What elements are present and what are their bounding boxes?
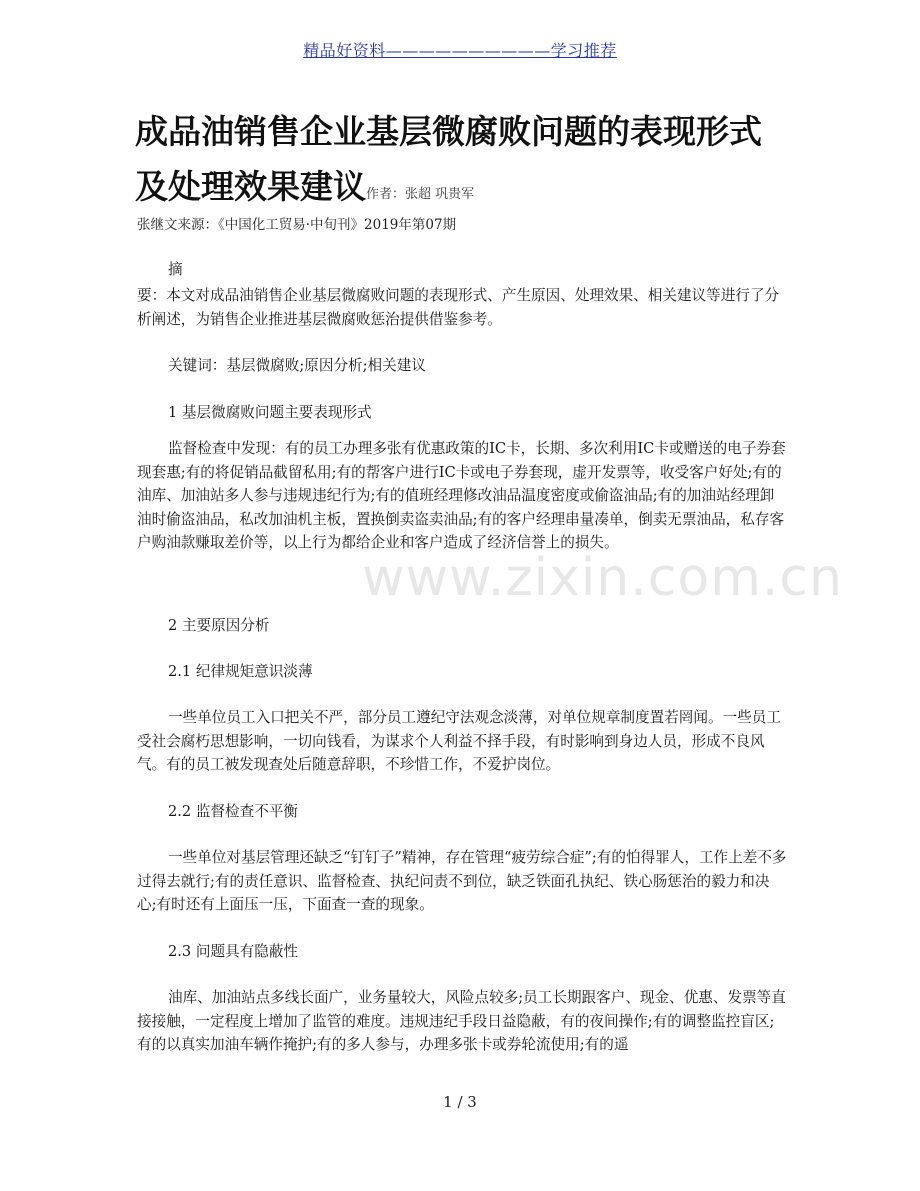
- section-2-3-text: 油库、加油站点多线长面广，业务量较大，风险点较多;员工长期跟客户、现金、优惠、发票等直接接触，一定程度上增加了监管的难度。违规违纪手段日益隐蔽，有的夜间操作;有的调整监控盲区;有的以真实加油车辆作掩护;有的多人参与，办理多张卡或券轮流使用;有的遥: [137, 989, 786, 1053]
- section-2-1-text: 一些单位员工入口把关不严，部分员工遵纪守法观念淡薄，对单位规章制度置若罔闻。一些员工受社会腐朽思想影响，一切向钱看，为谋求个人利益不择手段，有时影响到身边人员，形成不良风气。有的员工被发现查处后随意辞职，不珍惜工作，不爱护岗位。: [137, 709, 781, 773]
- section-2-3-paragraph: [137, 986, 787, 1057]
- section-2-2-heading: 2.2 监督检查不平衡: [168, 803, 299, 820]
- section-2-2-paragraph: [137, 846, 787, 917]
- section-1-paragraph: [137, 437, 787, 555]
- section-2-2-text: 一些单位对基层管理还缺乏“钉钉子”精神，存在管理“疲劳综合症”;有的怕得罪人，工作上差不多过得去就行;有的责任意识、监督检查、执纪问责不到位，缺乏铁面孔执纪、铁心肠惩治的毅力和决心;有时还有上面压一压，下面查一查的现象。: [137, 849, 787, 913]
- article-source: 张继文来源：《中国化工贸易·中旬刊》2019年第07期: [137, 217, 457, 233]
- section-1-text: 监督检查中发现：有的员工办理多张有优惠政策的IC卡，长期、多次利用IC卡或赠送的电子券套现套惠;有的将促销品截留私用;有的帮客户进行IC卡或电子券套现，虚开发票等，收受客户好处;有的油库、加油站多人参与违规违纪行为;有的值班经理修改油品温度密度或偷盗油品;有的加油站经理卸油时偷盗油品，私改加油机主板，置换倒卖盗卖油品;有的客户经理串量凑单，倒卖无票油品，私存客户购油款赚取差价等，以上行为都给企业和客户造成了经济信誉上的损失。: [137, 440, 786, 551]
- title-line-1: 成品油销售企业基层微腐败问题的表现形式: [135, 112, 762, 151]
- section-1-heading: 1 基层微腐败问题主要表现形式: [168, 404, 372, 421]
- watermark: www.zixin.com.cn: [362, 548, 843, 608]
- article-authors: 作者：张超 巩贵军: [366, 187, 475, 202]
- section-2-1-heading: 2.1 纪律规矩意识淡薄: [168, 663, 313, 680]
- page-header: 精品好资料——————————学习推荐: [303, 41, 617, 60]
- abstract-text: 要：本文对成品油销售企业基层微腐败问题的表现形式、产生原因、处理效果、相关建议等进行了分析阐述，为销售企业推进基层微腐败惩治提供借鉴参考。: [137, 287, 780, 328]
- section-2-1-paragraph: [137, 706, 787, 777]
- section-2-3-heading: 2.3 问题具有隐蔽性: [168, 943, 299, 960]
- keywords: 关键词：基层微腐败;原因分析;相关建议: [168, 357, 426, 374]
- title-line-2-text: 及处理效果建议: [135, 167, 366, 206]
- article-title: [135, 104, 795, 222]
- abstract-label: 摘: [168, 261, 183, 278]
- page-number: 1 / 3: [443, 1093, 477, 1111]
- section-2-heading: 2 主要原因分析: [168, 617, 270, 634]
